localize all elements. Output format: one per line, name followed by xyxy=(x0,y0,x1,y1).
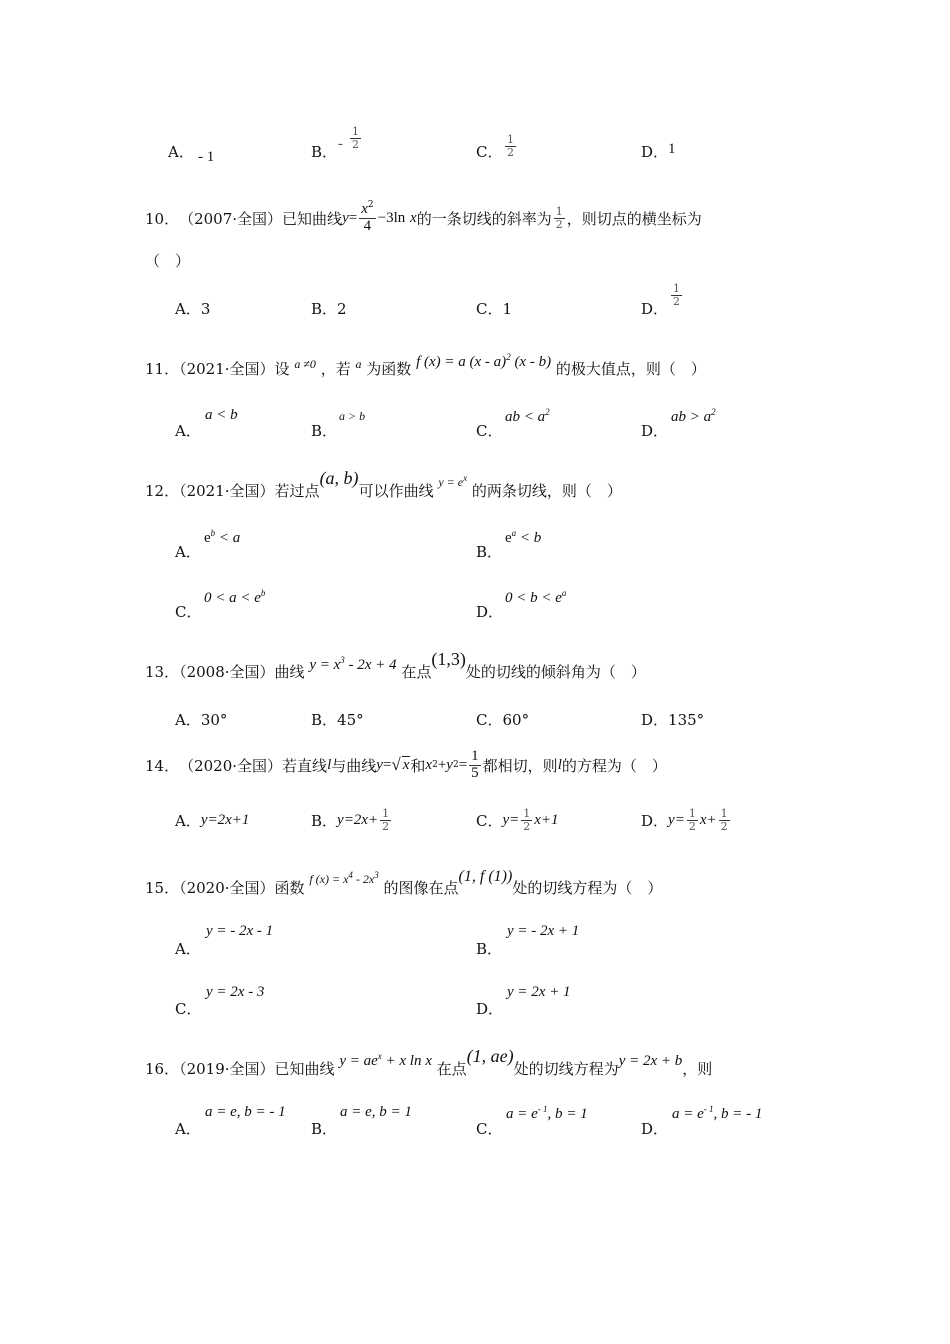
q13-point: (1,3) xyxy=(431,649,466,669)
q10-formula-den: 4 xyxy=(363,218,372,234)
q10-text-1: 已知曲线 xyxy=(282,209,343,228)
q15-source: （2020·全国） xyxy=(179,879,275,897)
q12-curve-main: y = e xyxy=(438,475,464,489)
q16-option-a: a = e, b = - 1 xyxy=(205,1104,286,1120)
q16-text-4: ，则 xyxy=(682,1060,713,1078)
q14-option-b-value: y=2x+ xyxy=(337,811,379,828)
q15-option-a: y = - 2x - 1 xyxy=(206,923,274,939)
q13-text-1: 曲线 xyxy=(274,663,305,681)
q14-line-l2: l xyxy=(557,756,562,773)
q11-stem xyxy=(145,352,706,379)
q9-option-b-label[interactable]: B． xyxy=(311,143,338,161)
q13-text-2: 在点 xyxy=(401,663,432,681)
q11-option-c-sup: 2 xyxy=(545,407,550,417)
q15-function-main: f (x) = x xyxy=(309,872,349,886)
q14-eq2: = xyxy=(458,756,468,773)
q14-option-d-fraction-2 xyxy=(719,808,730,832)
sqrt-icon: √ xyxy=(391,755,401,774)
q13-text-3: 处的切线的倾斜角为（ ） xyxy=(465,663,646,681)
q16-option-d-main: a = e xyxy=(672,1106,704,1122)
q12-text-1: 若过点 xyxy=(274,482,320,500)
q14-r-den: 5 xyxy=(471,764,479,781)
q12-option-c xyxy=(204,588,265,607)
q15-option-a-label[interactable]: A． xyxy=(175,940,201,958)
q12-text-3: 的两条切线，则（ ） xyxy=(471,482,622,500)
q16-option-c-sup: - 1 xyxy=(537,1104,548,1114)
q12-text-2: 可以作曲线 xyxy=(358,482,434,500)
q9-option-a-value: - 1 xyxy=(198,149,215,165)
q14-plus: + xyxy=(437,756,447,773)
q14-r-num: 1 xyxy=(471,747,479,764)
q11-text-1: 设 xyxy=(274,360,290,378)
q10-formula-num: x xyxy=(361,201,368,218)
q13-curve xyxy=(309,657,396,673)
q12-curve-sup: x xyxy=(463,473,468,483)
q10-formula-rest: −3ln xyxy=(377,209,406,226)
q16-option-d-rest: , b = - 1 xyxy=(713,1106,763,1122)
q14-c-den: 2 xyxy=(523,819,531,833)
q14-option-c-value: y= xyxy=(502,811,520,828)
q12-point: (a, b) xyxy=(319,468,359,488)
q14-eq: = xyxy=(382,756,392,773)
q14-option-b-label: B． xyxy=(311,811,338,830)
q12-option-d xyxy=(505,588,566,607)
q12-stem xyxy=(145,468,622,501)
q14-option-d-value: y= xyxy=(668,811,685,828)
q14-x2: x xyxy=(425,756,433,773)
q10-slope-den: 2 xyxy=(555,217,563,231)
q14-y2: y xyxy=(446,756,453,773)
q14-option-b[interactable] xyxy=(311,802,393,838)
q11-option-d-label[interactable]: D． xyxy=(641,422,669,440)
q16-option-d-sup: - 1 xyxy=(703,1104,714,1114)
q12-option-c-label[interactable]: C． xyxy=(175,603,202,621)
q12-option-a xyxy=(204,528,240,547)
q13-option-d[interactable]: D．135° xyxy=(641,711,705,729)
q12-option-b-sup: a xyxy=(511,528,517,538)
q15-function-mid: - 2x xyxy=(352,872,375,886)
q11-text-2: ，若 xyxy=(320,360,351,378)
q12-option-a-sup: b xyxy=(210,528,216,538)
q14-text-4: 都相切，则 xyxy=(482,756,558,775)
q15-option-b-label[interactable]: B． xyxy=(476,940,503,958)
q13-option-c[interactable]: C．60° xyxy=(476,711,530,729)
q14-sqrt-x: x xyxy=(402,757,410,773)
q14-d-num2: 1 xyxy=(720,806,728,820)
q16-option-c-label[interactable]: C． xyxy=(476,1120,503,1138)
q10-answer-paren: （ ） xyxy=(145,252,191,270)
q14-option-d-fraction-1 xyxy=(687,808,698,832)
q12-option-d-label[interactable]: D． xyxy=(476,603,504,621)
q11-option-c-main: ab < a xyxy=(505,409,546,425)
q12-option-a-e: e xyxy=(204,530,211,546)
q10-formula-y: y xyxy=(342,209,349,226)
q11-text-4: 的极大值点，则（ ） xyxy=(555,360,706,378)
q13-option-a[interactable]: A．30° xyxy=(175,711,228,729)
q16-stem xyxy=(145,1046,713,1079)
q15-option-c-label[interactable]: C． xyxy=(175,1000,202,1018)
q15-text-3: 处的切线方程为（ ） xyxy=(512,879,663,897)
q10-formula-fraction xyxy=(359,201,375,235)
q10-option-c[interactable]: C．1 xyxy=(476,300,513,318)
q16-option-c-main: a = e xyxy=(506,1106,538,1122)
q12-option-b-label[interactable]: B． xyxy=(476,543,503,561)
q16-curve-main: y = ae xyxy=(339,1053,378,1069)
q9-option-b-sign: - xyxy=(338,136,343,152)
q14-sup-a: 2 xyxy=(432,760,438,770)
q16-text-1: 已知曲线 xyxy=(274,1060,335,1078)
q12-option-d-main: 0 < b < e xyxy=(505,590,562,606)
q14-text-3: 和 xyxy=(410,756,426,775)
q15-number: 15． xyxy=(145,879,180,897)
q14-sup-b: 2 xyxy=(452,760,459,770)
q16-number: 16． xyxy=(145,1060,180,1078)
q14-text-1: 若直线 xyxy=(282,756,328,775)
q14-line-l: l xyxy=(327,756,332,773)
q12-option-c-main: 0 < a < e xyxy=(204,590,261,606)
q12-option-a-label[interactable]: A． xyxy=(175,543,201,561)
q12-number: 12． xyxy=(145,482,180,500)
q10-option-b[interactable]: B．2 xyxy=(311,300,347,318)
q12-source: （2021·全国） xyxy=(179,482,275,500)
q11-option-a-label[interactable]: A． xyxy=(175,422,201,440)
q16-option-d xyxy=(672,1104,762,1123)
q15-function-sup: 4 xyxy=(348,870,353,880)
q15-option-d-label[interactable]: D． xyxy=(476,1000,504,1018)
q11-function-main: f (x) = a (x - a) xyxy=(416,354,507,370)
q14-text-5: 的方程为（ ） xyxy=(561,756,667,775)
q13-curve-sup: 3 xyxy=(340,655,345,665)
q14-option-a-value: y=2x+1 xyxy=(200,811,250,828)
q14-stem xyxy=(145,744,667,786)
q10-text-3: ，则切点的横坐标为 xyxy=(566,209,702,228)
q12-option-b-rest: < b xyxy=(516,530,542,546)
q15-stem xyxy=(145,868,663,898)
q9-option-c-fraction xyxy=(503,134,518,158)
q14-source: （2020·全国） xyxy=(179,756,283,775)
q9-option-d-value: 1 xyxy=(668,141,676,157)
q14-option-d-label: D． xyxy=(641,811,669,830)
q13-curve-rest: - 2x + 4 xyxy=(344,657,397,673)
q14-b-den: 2 xyxy=(382,819,390,833)
q11-option-d-sup: 2 xyxy=(711,407,716,417)
q11-function-tail: (x - b) xyxy=(510,354,552,370)
q10-number: 10． xyxy=(145,209,180,228)
q9-b-num: 1 xyxy=(352,125,359,138)
q14-number: 14． xyxy=(145,756,180,775)
q16-text-2: 在点 xyxy=(436,1060,467,1078)
q10-option-d-label[interactable]: D． xyxy=(641,300,669,318)
q10-slope-fraction xyxy=(554,206,565,230)
q9-option-c-label[interactable]: C． xyxy=(476,143,503,161)
q16-curve-sup: x xyxy=(377,1051,382,1061)
q11-option-c-label[interactable]: C． xyxy=(476,422,503,440)
q15-text-2: 的图像在点 xyxy=(383,879,459,897)
q14-option-c-rest: x+1 xyxy=(534,811,559,828)
q10-d-den: 2 xyxy=(673,294,680,308)
q14-option-a[interactable] xyxy=(175,802,249,838)
q14-option-b-fraction xyxy=(380,808,391,832)
q16-point: (1, ae) xyxy=(466,1046,514,1066)
q10-option-a[interactable]: A．3 xyxy=(175,300,211,318)
q14-c-num: 1 xyxy=(523,806,531,820)
q9-c-den: 2 xyxy=(507,145,514,159)
q9-c-num: 1 xyxy=(507,133,514,146)
q16-option-d-label[interactable]: D． xyxy=(641,1120,669,1138)
q11-function xyxy=(416,354,551,370)
q15-option-b: y = - 2x + 1 xyxy=(507,923,580,939)
q11-number: 11． xyxy=(145,360,180,378)
q16-option-b: a = e, b = 1 xyxy=(340,1104,412,1120)
q15-text-1: 函数 xyxy=(274,879,305,897)
q9-b-den: 2 xyxy=(352,137,359,151)
q11-var: a xyxy=(355,357,362,371)
q10-d-num: 1 xyxy=(673,282,680,295)
q15-function xyxy=(309,872,378,886)
q16-tangent: y = 2x + b xyxy=(618,1053,683,1069)
q12-curve xyxy=(438,475,467,489)
q16-text-3: 处的切线方程为 xyxy=(513,1060,619,1078)
q15-point: (1, f (1)) xyxy=(458,868,513,885)
q11-source: （2021·全国） xyxy=(179,360,275,378)
q10-text-2: 的一条切线的斜率为 xyxy=(416,209,552,228)
q10-source: （2007·全国） xyxy=(179,209,283,228)
q11-option-b: a > b xyxy=(339,409,366,423)
q11-option-c xyxy=(505,407,550,426)
q15-option-d: y = 2x + 1 xyxy=(507,984,571,1000)
q15-option-c: y = 2x - 3 xyxy=(206,984,265,1000)
q11-text-3: 为函数 xyxy=(366,360,412,378)
q16-source: （2019·全国） xyxy=(179,1060,275,1078)
q16-option-c xyxy=(506,1104,588,1123)
q9-option-b-fraction xyxy=(348,126,363,150)
q13-curve-main: y = x xyxy=(309,657,341,673)
q10-formula-x: x xyxy=(410,209,417,226)
q14-d-den2: 2 xyxy=(720,819,728,833)
q14-option-d[interactable] xyxy=(641,802,732,838)
q14-text-2: 与曲线 xyxy=(331,756,377,775)
q14-radius-fraction xyxy=(469,749,481,782)
q14-option-c-fraction xyxy=(521,808,532,832)
q14-option-c-label: C． xyxy=(476,811,503,830)
q9-option-d-label[interactable]: D． xyxy=(641,143,669,161)
q16-option-c-rest: , b = 1 xyxy=(547,1106,588,1122)
q16-option-a-label[interactable]: A． xyxy=(175,1120,201,1138)
q11-option-b-label[interactable]: B． xyxy=(311,422,338,440)
q13-option-b[interactable]: B．45° xyxy=(311,711,364,729)
q14-d-num: 1 xyxy=(688,806,696,820)
q12-option-d-sup: a xyxy=(561,588,567,598)
q16-curve xyxy=(339,1053,432,1069)
q13-number: 13． xyxy=(145,663,180,681)
q12-option-b-e: e xyxy=(505,530,512,546)
q14-option-d-mid: x+ xyxy=(699,811,717,828)
q14-option-c[interactable] xyxy=(476,802,559,838)
q10-formula-eq: = xyxy=(348,209,358,226)
q10-option-d-fraction xyxy=(669,283,684,307)
q12-option-c-sup: b xyxy=(260,588,266,598)
q10-slope-num: 1 xyxy=(555,204,563,218)
q14-d-den: 2 xyxy=(688,819,696,833)
q9-option-a-label[interactable]: A． xyxy=(168,143,194,161)
q12-option-b xyxy=(505,528,541,547)
q12-option-a-rest: < a xyxy=(215,530,241,546)
q13-stem xyxy=(145,649,646,682)
q14-option-a-label: A． xyxy=(175,811,201,830)
q14-b-num: 1 xyxy=(382,806,390,820)
q11-condition: a ≠0 xyxy=(294,357,316,371)
q16-curve-rest: + x ln x xyxy=(381,1053,432,1069)
q11-option-a: a < b xyxy=(205,407,238,423)
q15-function-sup2: 3 xyxy=(374,870,379,880)
q11-option-d-main: ab > a xyxy=(671,409,712,425)
q13-source: （2008·全国） xyxy=(179,663,275,681)
q10-formula-sup: 2 xyxy=(367,200,374,211)
q16-option-b-label[interactable]: B． xyxy=(311,1120,338,1138)
q10-stem xyxy=(145,198,702,238)
q14-y: y xyxy=(376,756,383,773)
q11-function-sup: 2 xyxy=(506,352,511,362)
q11-option-d xyxy=(671,407,716,426)
